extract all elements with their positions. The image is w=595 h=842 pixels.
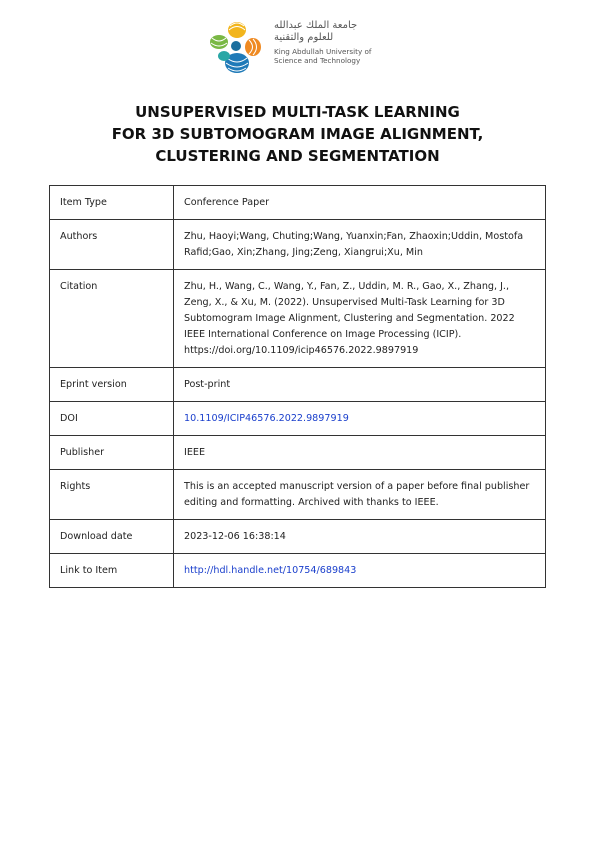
download-date-label: Download date	[50, 520, 174, 554]
publisher-value: IEEE	[174, 436, 546, 470]
authors-label: Authors	[50, 220, 174, 270]
item-type-value: Conference Paper	[174, 186, 546, 220]
metadata-table	[49, 185, 546, 588]
publisher-label: Publisher	[50, 436, 174, 470]
row-citation	[50, 270, 546, 368]
row-rights	[50, 470, 546, 520]
kaust-emblem-icon	[208, 18, 270, 76]
row-download-date	[50, 520, 546, 554]
row-item-type	[50, 186, 546, 220]
eprint-version-value: Post-print	[174, 368, 546, 402]
row-link-to-item	[50, 554, 546, 588]
rights-value: This is an accepted manuscript version of a paper before final publisher editing and formatting. Archived with thanks to IEEE.	[174, 470, 546, 520]
doi-label: DOI	[50, 402, 174, 436]
title-line-3: CLUSTERING AND SEGMENTATION	[155, 147, 440, 165]
row-publisher	[50, 436, 546, 470]
logo-arabic-line-1: جامعة الملك عبدالله	[274, 20, 358, 31]
citation-value: Zhu, H., Wang, C., Wang, Y., Fan, Z., Uddin, M. R., Gao, X., Zhang, J., Zeng, X., & Xu, M. (2022). Unsupervised Multi-Task Learning for 3D Subtomogram Image Alignment, Clustering and Segmentation. 2022 IEEE International Conference on Image Processing (ICIP). https://doi.org/10.1109/icip46576.2022.9897919	[174, 270, 546, 368]
logo-english-line-2: Science and Technology	[274, 56, 361, 65]
kaust-logo	[208, 18, 398, 76]
rights-label: Rights	[50, 470, 174, 520]
doi-link[interactable]: 10.1109/ICIP46576.2022.9897919	[184, 413, 349, 424]
download-date-value: 2023-12-06 16:38:14	[174, 520, 546, 554]
link-to-item-label: Link to Item	[50, 554, 174, 588]
title-line-1: UNSUPERVISED MULTI-TASK LEARNING	[135, 103, 460, 121]
row-doi	[50, 402, 546, 436]
title-line-2: FOR 3D SUBTOMOGRAM IMAGE ALIGNMENT,	[111, 125, 484, 143]
logo-arabic-line-2: للعلوم والتقنية	[274, 32, 334, 43]
eprint-version-label: Eprint version	[50, 368, 174, 402]
citation-label: Citation	[50, 270, 174, 368]
row-authors	[50, 220, 546, 270]
item-type-label: Item Type	[50, 186, 174, 220]
paper-title	[40, 101, 555, 167]
item-handle-link[interactable]: http://hdl.handle.net/10754/689843	[184, 565, 357, 576]
logo-english-line-1: King Abdullah University of	[274, 47, 372, 56]
authors-value: Zhu, Haoyi;Wang, Chuting;Wang, Yuanxin;Fan, Zhaoxin;Uddin, Mostofa Rafid;Gao, Xin;Zhang, Jing;Zeng, Xiangrui;Xu, Min	[174, 220, 546, 270]
row-eprint-version	[50, 368, 546, 402]
